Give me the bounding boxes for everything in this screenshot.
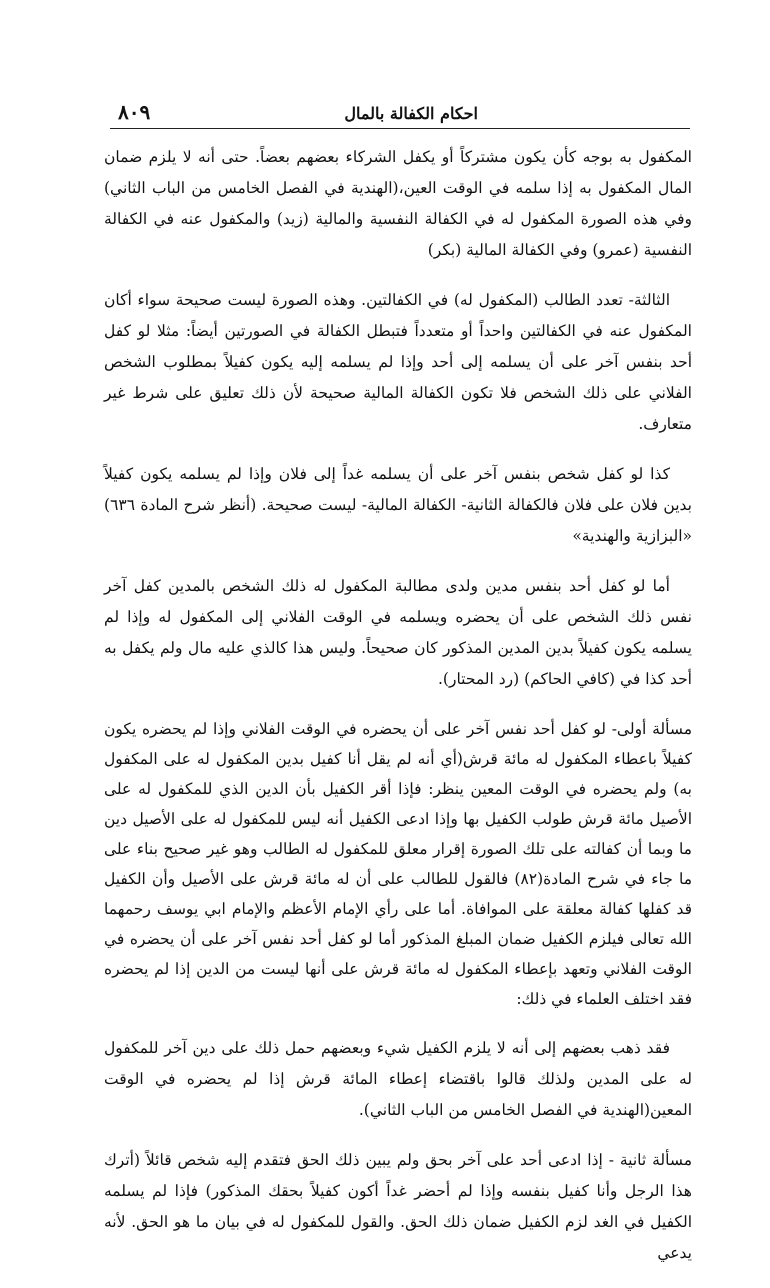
paragraph: كذا لو كفل شخص بنفس آخر على أن يسلمه غداً إلى فلان وإذا لم يسلمه يكون كفيلاً بدين فلان على فلان فالكفالة الثانية- الكفالة المالية- ليست صحيحة. (أنظر شرح المادة ٦٣٦) «البزازية والهندية» [104, 465, 692, 545]
paragraph: أما لو كفل أحد بنفس مدين ولدى مطالبة المكفول له ذلك الشخص بالمدين كفل آخر نفس ذلك الشخص على أن يحضره ويسلمه في الوقت الفلاني إلى المكفول له وإذا لم يسلمه يكون كفيلاً بدين المدين المذكور كان صحيحاً. وليس هذا كالذي عليه مال ولم يكفل به أحد كذا في (كافي الحاكم) (رد المحتار). [104, 577, 692, 688]
body-text [104, 142, 692, 1288]
paragraph: المكفول به بوجه كأن يكون مشتركاً أو يكفل الشركاء بعضهم بعضاً. حتى أنه لا يلزم ضمان المال المكفول به إذا سلمه في الوقت العين،(الهندية في الفصل الخامس من الباب الثاني) وفي هذه الصورة المكفول له في الكفالة النفسية والمالية (زيد) والمكفول عنه في الكفالة النفسية (عمرو) وفي الكفالة المالية (بكر) [104, 148, 692, 259]
paragraph: فقد ذهب بعضهم إلى أنه لا يلزم الكفيل شيء وبعضهم حمل ذلك على دين آخر للمكفول له على المدين ولذلك قالوا باقتضاء إعطاء المائة قرش إذا لم يحضره في الوقت المعين(الهندية في الفصل الخامس من الباب الثاني). [104, 1039, 692, 1119]
page-number: ٨٠٩ [118, 100, 151, 124]
paragraph: الثالثة- تعدد الطالب (المكفول له) في الكفالتين. وهذه الصورة ليست صحيحة سواء أكان المكفول عنه في الكفالتين واحداً أو متعدداً فتبطل الكفالة في الصورتين أيضاً: مثلا لو كفل أحد بنفس آخر على أن يسلمه إلى أحد وإذا لم يسلمه إليه يكون كفيلاً بمطلوب الشخص الفلاني على ذلك الشخص فلا تكون الكفالة المالية صحيحة لأن ذلك تعليق على شرط غير متعارف. [104, 291, 692, 433]
header-rule [110, 128, 690, 129]
paragraph: مسألة ثانية - إذا ادعى أحد على آخر بحق ولم يبين ذلك الحق فتقدم إليه شخص قائلاً (أترك هذا الرجل وأنا كفيل بنفسه وإذا لم أحضر غداً أكون كفيلاً بحقك المذكور) فإذا لم يسلمه الكفيل في الغد لزم الكفيل ضمان ذلك الحق. والقول للمكفول له في بيان ما هو الحق. لأنه يدعي [104, 1151, 692, 1262]
paragraph: مسألة أولى- لو كفل أحد نفس آخر على أن يحضره في الوقت الفلاني وإذا لم يحضره يكون كفيلاً باعطاء المكفول له مائة قرش(أي أنه لم يقل أنا كفيل بدين المكفول له على المكفول به) ولم يحضره في الوقت المعين ينظر: فإذا أقر الكفيل بأن الدين الذي للمكفول له على الأصيل مائة قرش طولب الكفيل بها وإذا ادعى الكفيل أنه ليس للمكفول له على الأصيل دين ما وبما أن كفالته على تلك الصورة إقرار معلق للمكفول له الطالب وهو غير صحيح بناء على ما جاء في شرح المادة(٨٢) فالقول للطالب على أن له مائة قرش على الأصيل وأن الكفيل قد كفلها كفالة معلقة على الموافاة. أما على رأي الإمام الأعظم والإمام ابي يوسف رحمهما الله تعالى فيلزم الكفيل ضمان المبلغ المذكور أما لو كفل أحد نفس آخر على أن يحضره في الوقت الفلاني وتعهد بإعطاء المكفول له مائة قرش على أنها ليست من الدين إذا لم يحضره فقد اختلف العلماء في ذلك: [104, 720, 692, 1008]
page-header [110, 100, 690, 130]
running-title: احكام الكفالة بالمال [344, 104, 478, 123]
